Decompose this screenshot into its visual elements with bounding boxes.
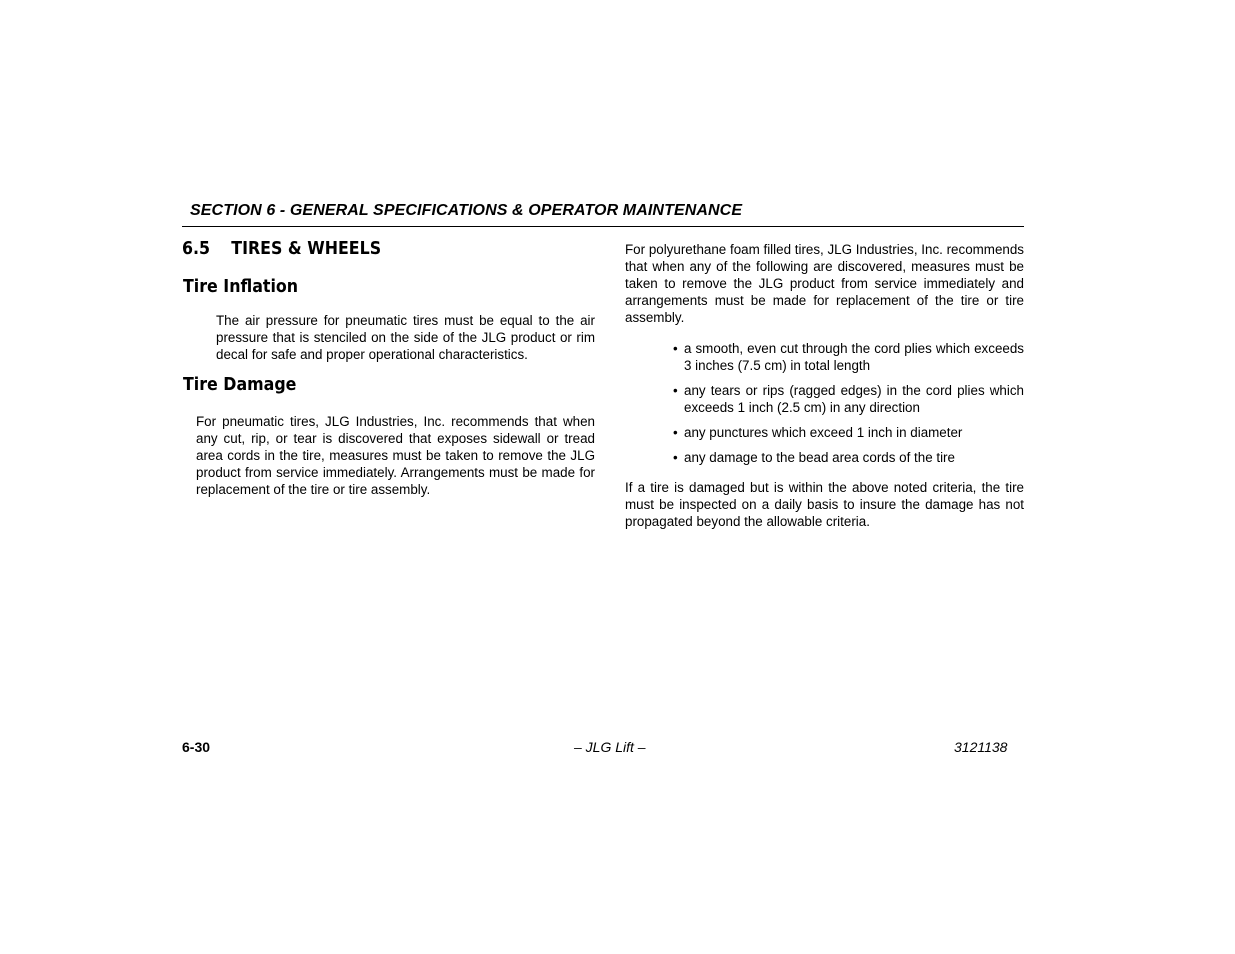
header-rule [182, 226, 1024, 227]
bullet-glyph: • [673, 450, 678, 465]
list-item: • any punctures which exceed 1 inch in diameter [673, 425, 963, 440]
bullet-glyph: • [673, 425, 678, 440]
tire-inflation-text: The air pressure for pneumatic tires must be equal to the air pressure that is stenciled on the side of the JLG product or rim decal for safe and proper operational characteristics. [216, 313, 595, 362]
section-number: 6.5 [182, 238, 211, 259]
section-heading [182, 238, 546, 259]
damage-criteria-list [673, 340, 1024, 474]
list-item: • a smooth, even cut through the cord plies which exceeds 3 inches (7.5 cm) in total length [673, 341, 1024, 373]
list-item: • any damage to the bead area cords of the tire [673, 450, 955, 465]
page-number: 6-30 [182, 739, 211, 755]
foam-filled-intro: For polyurethane foam filled tires, JLG Industries, Inc. recommends that when any of the following are discovered, measures must be taken to remove the JLG product from service immediately and arrangements must be made for replacement of the tire or tire assembly. [625, 242, 1024, 325]
list-item: • any tears or rips (ragged edges) in the cord plies which exceeds 1 inch (2.5 cm) in any direction [673, 383, 1024, 415]
section-title: TIRES & WHEELS [231, 238, 382, 259]
tire-damage-text: For pneumatic tires, JLG Industries, Inc. recommends that when any cut, rip, or tear is discovered that exposes sidewall or tread area cords in the tire, measures must be taken to remove the JLG product from service immediately. Arrangements must be made for replacement of the tire or tire assembly. [196, 414, 595, 497]
tire-damage-heading: Tire Damage [183, 374, 297, 395]
foam-filled-closing: If a tire is damaged but is within the above noted criteria, the tire must be inspected on a daily basis to insure the damage has not propagated beyond the allowable criteria. [625, 480, 1024, 529]
document-number: 3121138 [954, 739, 1008, 755]
footer-title: – JLG Lift – [574, 739, 646, 755]
section-header: SECTION 6 - GENERAL SPECIFICATIONS & OPERATOR MAINTENANCE [190, 202, 743, 219]
left-column [182, 238, 596, 497]
tire-inflation-heading: Tire Inflation [183, 276, 299, 297]
bullet-glyph: • [673, 341, 678, 356]
bullet-glyph: • [673, 383, 678, 398]
